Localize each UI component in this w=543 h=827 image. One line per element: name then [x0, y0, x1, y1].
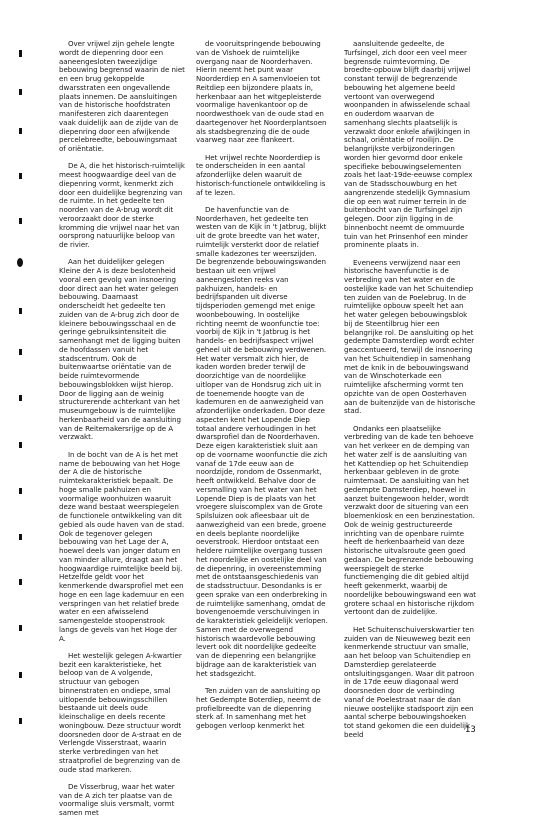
paragraph: Het westelijk gelegen A-kwartier bezit een karakteristieke, het beloop van de A volgende, structuur van gebogen binnenstraten en ondiepe, smal uitlopende bebouwingsschillen bestaande uit deels oude kleinschalige en deels recente woningbouw. Deze structuur wordt doorsneden door de A-straat en de Verlengde Visserstraat, waarin sterke verbredingen van het straatprofiel de begrenzing van de oude stad markeren. [59, 650, 182, 774]
binding-mark [19, 395, 22, 401]
paragraph: Het vrijwel rechte Noorderdiep is te onderscheiden in een aantal afzonderlijke delen waaruit de historisch-functionele ontwikkeling is af te lezen. [196, 152, 326, 197]
paragraph: De havenfunctie van de Noorderhaven, het gedeelte ten westen van de Kijk in 't Jatbrug, blijkt uit de grote breedte van het water, ruimtelijk versterkt door de relatief smalle kadezones ter weerszijden. De begrenzende bebouwingswanden bestaan uit een vrijwel aaneengesloten reeks van pakhuizen, handels- en bedrijfspanden uit diverse tijdsperioden gemengd met enige woonbebouwing. In oostelijke richting neemt de woonfunctie toe: voorbij de Kijk in 't Jatbrug is het handels- en bedrijfsaspect vrijwel geheel uit de bebouwing verdwenen. Het water versmalt zich hier, de kaden worden breder terwijl de doorzichtige van de noordelijke uitloper van de Hondsrug zich uit in de toenemende hoogte van de kademuren en de aanwezigheid van afzonderlijke onderkaden. Door deze aspecten kent het Lopende Diep totaal andere verhoudingen in het dwarsprofiel dan de Noorderhaven. Deze eigen karakteristiek sluit aan op de voorname woonfunctie die zich vanaf de 17de eeuw aan de noordzijde, rondom de Ossenmarkt, heeft ontwikkeld. Behalve door de versmalling van het water van het Lopende Diep is de plaats van het vroegere sluiscomplex van de Grote Spilsluizen ook afleesbaar uit de aanwezigheid van een brede, groene en deels beplante noordelijke oeverstrook. Hierdoor ontstaat een heldere ruimtelijke overgang tussen het noordelijke en oostelijke deel van de diepenring, in overeenstemming met de ontstaansgeschiedenis van de stadsstructuur. Desondanks is er geen sprake van een onderbreking in de ruimtelijke samenhang, omdat de bovengenoemde verschuivingen in de karakteristiek geleidelijk verlopen. Samen met de overwegend historisch waardevolle bebouwing levert ook dit noordelijke gedeelte van de diepenring een belangrijke bijdrage aan de karakteristiek van het stadsgezicht. [196, 204, 328, 678]
binding-mark [19, 349, 22, 355]
binding-mark [19, 488, 22, 494]
binding-mark [19, 442, 22, 448]
page-number: 13 [465, 725, 476, 735]
binding-mark [19, 579, 22, 585]
paragraph: Eveneens verwijzend naar een historische havenfunctie is de verbreding van het water en de oostelijke kade van het Schuitendiep ten zuiden van de Poelebrug. In de ruimtelijke opbouw speelt het aan het water gelegen bebouwingsblok bij de Steentilbrug hier een belangrijke rol. De aansluiting op het gedempte Damsterdiep wordt echter geaccentueerd, terwijl de insnoering van het Schuitendiep in samenhang met de knik in de bebouwingswand van de Winschoterkade een ruimtelijke afscherming vormt ten opzichte van de open Oosterhaven aan de buitenzijde van de historische stad. [344, 257, 476, 416]
binding-mark [19, 173, 22, 179]
paragraph: de vooruitspringende bebouwing van de Vishoek de ruimtelijke overgang naar de Noorderhaven. Hierin neemt het punt waar Noorderdiep en A samenvloeien tot Reitdiep een bijzondere plaats in, herkenbaar aan het witgepleisterde voormalige havenkantoor op de noordwesthoek van de oude stad en daartegenover het Noorderplantsoen als stadsbegrenzing die de oude vaarweg naar zee flankeert. [196, 39, 327, 145]
binding-mark [19, 218, 22, 224]
binding-mark [19, 672, 22, 678]
paragraph: De Visserbrug, waar het water van de A zich ter plaatse van de voormalige sluis versmalt, vormt samen met [59, 781, 175, 818]
binding-mark [19, 718, 22, 724]
paragraph: Over vrijwel zijn gehele lengte wordt de diepenring door een aaneengesloten tweezijdige bebouwing begrensd waarin de niet en een brug gekoppelde dwarsstraten een ongevallende plaats innemen. De aansluitingen van de historische hoofdstraten manifesteren zich daarentegen vaak duidelijk aan de zijde van de diepenring door een afwijkende percelebreedte, bebouwingsmaat of oriëntatie. [59, 39, 185, 153]
binding-mark [19, 625, 22, 631]
paragraph: Ondanks een plaatselijke verbreding van de kade ten behoeve van het verkeer en de demping van het water zelf is de aansluiting van het Kattendiep op het Schuitendiep herkenbaar gebleven in de grote ruimtemaat. De aansluiting van het gedempte Damsterdiep, hoewel in aanzet buitengewoon helder, wordt verzwakt door de situering van een bloemenkiosk en een benzinestation. Ook de weinig gestructureerde inrichting van de openbare ruimte heeft de herkenbaarheid van deze historische uitvalsroute geen goed gedaan. De begrenzende bebouwing weerspiegelt de sterke functiemenging die dit gebied altijd heeft gekenmerkt, waarbij de noordelijke bebouwingswand een wat grotere schaal en historische rijkdom vertoont dan de zuidelijke. [344, 423, 477, 617]
paragraph: De A, die het historisch-ruimtelijk meest hoogwaardige deel van de diepenring vormt, kenmerkt zich door een duidelijke begrenzing van de ruimte. In het gedeelte ten noorden van de A-brug wordt dit veroorzaakt door de sterke kromming die vrijwel naar het van oorsprong natuurlijke beloop van de rivier. [59, 161, 185, 250]
text-column-left [59, 40, 185, 827]
binding-mark [19, 89, 22, 95]
paragraph: aansluitende gedeelte, de Turfsingel, zich door een veel meer begrensde ruimtevorming. De broedte-opbouw blijft daarbij vrijwel constant terwijl de begrenzende bebouwing het algemene beeld vertoont van overwegend woonpanden in afwisselende schaal en ouderdom waarvan de samenhang slechts plaatselijk is verzwakt door enkele afwijkingen in schaal, oriëntatie of rooilijn. De belangrijkste verbijzonderingen worden hier gevormd door enkele specifieke bebouwingselementen zoals het laat-19de-eeuwse complex van de Stadsschouwburg en het aangrenzende stedelijk Gymnasium die op een wat ruimer terrein in de buitenbocht van de Turfsingel zijn gelegen. Door zijn ligging in de binnenbocht neemt de ommuurde tuin van het Prinsenhof een minder prominente plaats in. [344, 39, 473, 250]
binding-mark [19, 50, 22, 57]
binding-mark [19, 308, 22, 314]
paragraph: Het Schuitenschuiverskwartier ten zuiden van de Nieuweweg bezit een kenmerkende structuur van smalle, aan het beloop van Schuitendiep en Damsterdiep gerelateerde ontsluitingsgangen. Waar dit patroon in de 17de eeuw diagonaal werd doorsneden door de verbinding vanaf de Poelestraat naar de dan nieuwe oostelijke stadspoort zijn een aantal scherpe bebouwingshoeken tot stand gekomen die een duidelijk beeld [344, 624, 475, 739]
text-column-right [344, 40, 476, 748]
paragraph: Aan het duidelijker gelegen Kleine der A is deze beslotenheid vooral een gevolg van insnoering door direct aan het water gelegen bebouwing. Daarnaast onderscheidt het gedeelte ten zuiden van de A-brug zich door de kleinere bebouwingsschaal en de geringe gebruiksintensiteit die samenhangt met de ligging buiten de hoofdassen vanuit het stadscentrum. Ook de buitenwaartse oriëntatie van de beide ruimtevormende bebouwingsblokken wijst hierop. Door de ligging aan de weinig structurerende achterkant van het museumgebouw is de ruimtelijke herkenbaarheid van de aansluiting van de Reitemakersrijge op de A verzwakt. [59, 257, 181, 442]
text-column-middle [196, 40, 328, 739]
binding-mark [19, 534, 22, 540]
paragraph: In de bocht van de A is het met name de bebouwing van het Hoge der A die de historische ruimtekarakteristiek bepaalt. De hoge smalle pakhuizen en voormalige woonhuizen waaruit deze wand bestaat weerspiegelen de functionele ontwikkeling van dit gebied als oude haven van de stad. Ook de tegenover gelegen bebouwing van het Lage der A, hoewel deels van jonger datum en van minder allure, draagt aan het hoogwaardige ruimtelijke beeld bij. Hetzelfde geldt voor het kenmerkende dwarsprofiel met een hoge en een lage kademuur en een verspringen van het relatief brede water en een afwisselend samengestelde stoopenstrook langs de gevels van het Hoge der A. [59, 449, 185, 643]
paragraph: Ten zuiden van de aansluiting op het Gedempte Boterdiep, neemt de profielbreedte van de diepenring sterk af. In samenhang met het gebogen verloop kenmerkt het [196, 686, 321, 731]
binding-mark [17, 258, 23, 267]
binding-mark [19, 128, 22, 134]
